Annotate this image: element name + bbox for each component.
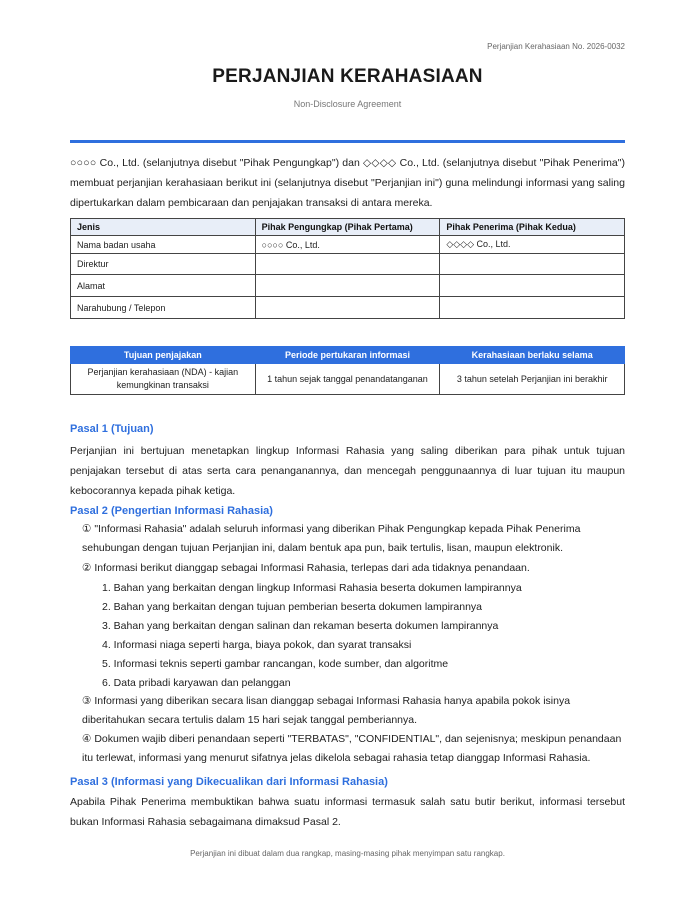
table-row <box>71 297 625 319</box>
section-heading: Pasal 1 (Tujuan) <box>70 423 154 435</box>
table-cell <box>255 297 440 319</box>
table-cell <box>440 275 625 297</box>
list-item: 1. Bahan yang berkaitan dengan lingkup Informasi Rahasia beserta dokumen lampirannya <box>102 582 522 594</box>
section-heading: Pasal 3 (Informasi yang Dikecualikan dari Informasi Rahasia) <box>70 776 388 788</box>
footer-note: Perjanjian ini dibuat dalam dua rangkap, masing-masing pihak menyimpan satu rangkap. <box>190 849 505 858</box>
table-cell <box>255 275 440 297</box>
table-row <box>71 364 625 395</box>
table-cell: Narahubung / Telepon <box>71 297 256 319</box>
table-cell: Perjanjian kerahasiaan (NDA) - kajian kemungkinan transaksi <box>71 364 256 395</box>
table-header-row <box>71 219 625 236</box>
table-cell: ○○○○ Co., Ltd. <box>255 236 440 254</box>
clause-item: ② Informasi berikut dianggap sebagai Informasi Rahasia, terlepas dari ada tidaknya penandaan. <box>82 562 530 574</box>
list-item: 6. Data pribadi karyawan dan pelanggan <box>102 677 291 689</box>
table-header-cell: Pihak Penerima (Pihak Kedua) <box>440 219 625 236</box>
table-header-row <box>71 347 625 364</box>
clause-item: ④ Dokumen wajib diberi penandaan seperti "TERBATAS", "CONFIDENTIAL", dan sejenisnya; meskipun penandaan itu terlewat, informasi yang menurut sifatnya jelas dikelola sebagai rahasia tetap dianggap Informasi Rahasia. <box>82 733 622 764</box>
section-body: Perjanjian ini bertujuan menetapkan lingkup Informasi Rahasia yang saling diberikan para pihak untuk tujuan penjajakan tersebut di atas serta cara penanganannya, dan mencegah penggunaannya di luar tujuan itu maupun kebocorannya kepada pihak ketiga. <box>70 445 625 497</box>
list-item: 5. Informasi teknis seperti gambar rancangan, kode sumber, dan algoritme <box>102 658 449 670</box>
table-cell <box>440 254 625 275</box>
section-heading: Pasal 2 (Pengertian Informasi Rahasia) <box>70 505 273 517</box>
table-cell: 3 tahun setelah Perjanjian ini berakhir <box>440 364 625 395</box>
table-cell: Alamat <box>71 275 256 297</box>
table-header-cell: Jenis <box>71 219 256 236</box>
section-body: Apabila Pihak Penerima membuktikan bahwa suatu informasi termasuk salah satu butir berikut, informasi tersebut bukan Informasi Rahasia sebagaimana dimaksud Pasal 2. <box>70 796 625 828</box>
table-cell: 1 tahun sejak tanggal penandatanganan <box>255 364 440 395</box>
table-cell <box>255 254 440 275</box>
table-header-cell: Pihak Pengungkap (Pihak Pertama) <box>255 219 440 236</box>
table-row <box>71 236 625 254</box>
title-divider <box>70 140 625 143</box>
list-item: 3. Bahan yang berkaitan dengan salinan dan rekaman beserta dokumen lampirannya <box>102 620 499 632</box>
table-header-cell: Periode pertukaran informasi <box>255 347 440 364</box>
document-title: PERJANJIAN KERAHASIAAN <box>212 66 483 87</box>
parties-table <box>70 218 625 319</box>
list-item: 2. Bahan yang berkaitan dengan tujuan pemberian beserta dokumen lampirannya <box>102 601 483 613</box>
table-header-cell: Kerahasiaan berlaku selama <box>440 347 625 364</box>
document-subtitle: Non-Disclosure Agreement <box>293 99 402 109</box>
clause-item: ① "Informasi Rahasia" adalah seluruh informasi yang diberikan Pihak Pengungkap kepada Pihak Penerima sehubungan dengan tujuan Perjanjian ini, dalam bentuk apa pun, baik tertulis, lisan, maupun elektronik. <box>82 523 581 554</box>
summary-table <box>70 346 625 395</box>
table-cell: Direktur <box>71 254 256 275</box>
table-row <box>71 275 625 297</box>
table-cell: Nama badan usaha <box>71 236 256 254</box>
intro-paragraph: ○○○○ Co., Ltd. (selanjutnya disebut "Pihak Pengungkap") dan ◇◇◇◇ Co., Ltd. (selanjutnya disebut "Pihak Penerima") membuat perjanjian kerahasiaan berikut ini (selanjutnya disebut "Perjanjian ini") guna melindungi informasi yang saling dipertukarkan dalam pembicaraan dan penjajakan transaksi di antara mereka. <box>70 157 625 209</box>
table-cell: ◇◇◇◇ Co., Ltd. <box>440 236 625 254</box>
table-cell <box>440 297 625 319</box>
table-row <box>71 254 625 275</box>
document-number: Perjanjian Kerahasiaan No. 2026-0032 <box>487 42 625 51</box>
list-item: 4. Informasi niaga seperti harga, biaya pokok, dan syarat transaksi <box>102 639 412 651</box>
clause-item: ③ Informasi yang diberikan secara lisan dianggap sebagai Informasi Rahasia hanya apabila pokok isinya diberitahukan secara tertulis dalam 15 hari sejak tanggal pemberiannya. <box>82 695 571 726</box>
table-header-cell: Tujuan penjajakan <box>71 347 256 364</box>
